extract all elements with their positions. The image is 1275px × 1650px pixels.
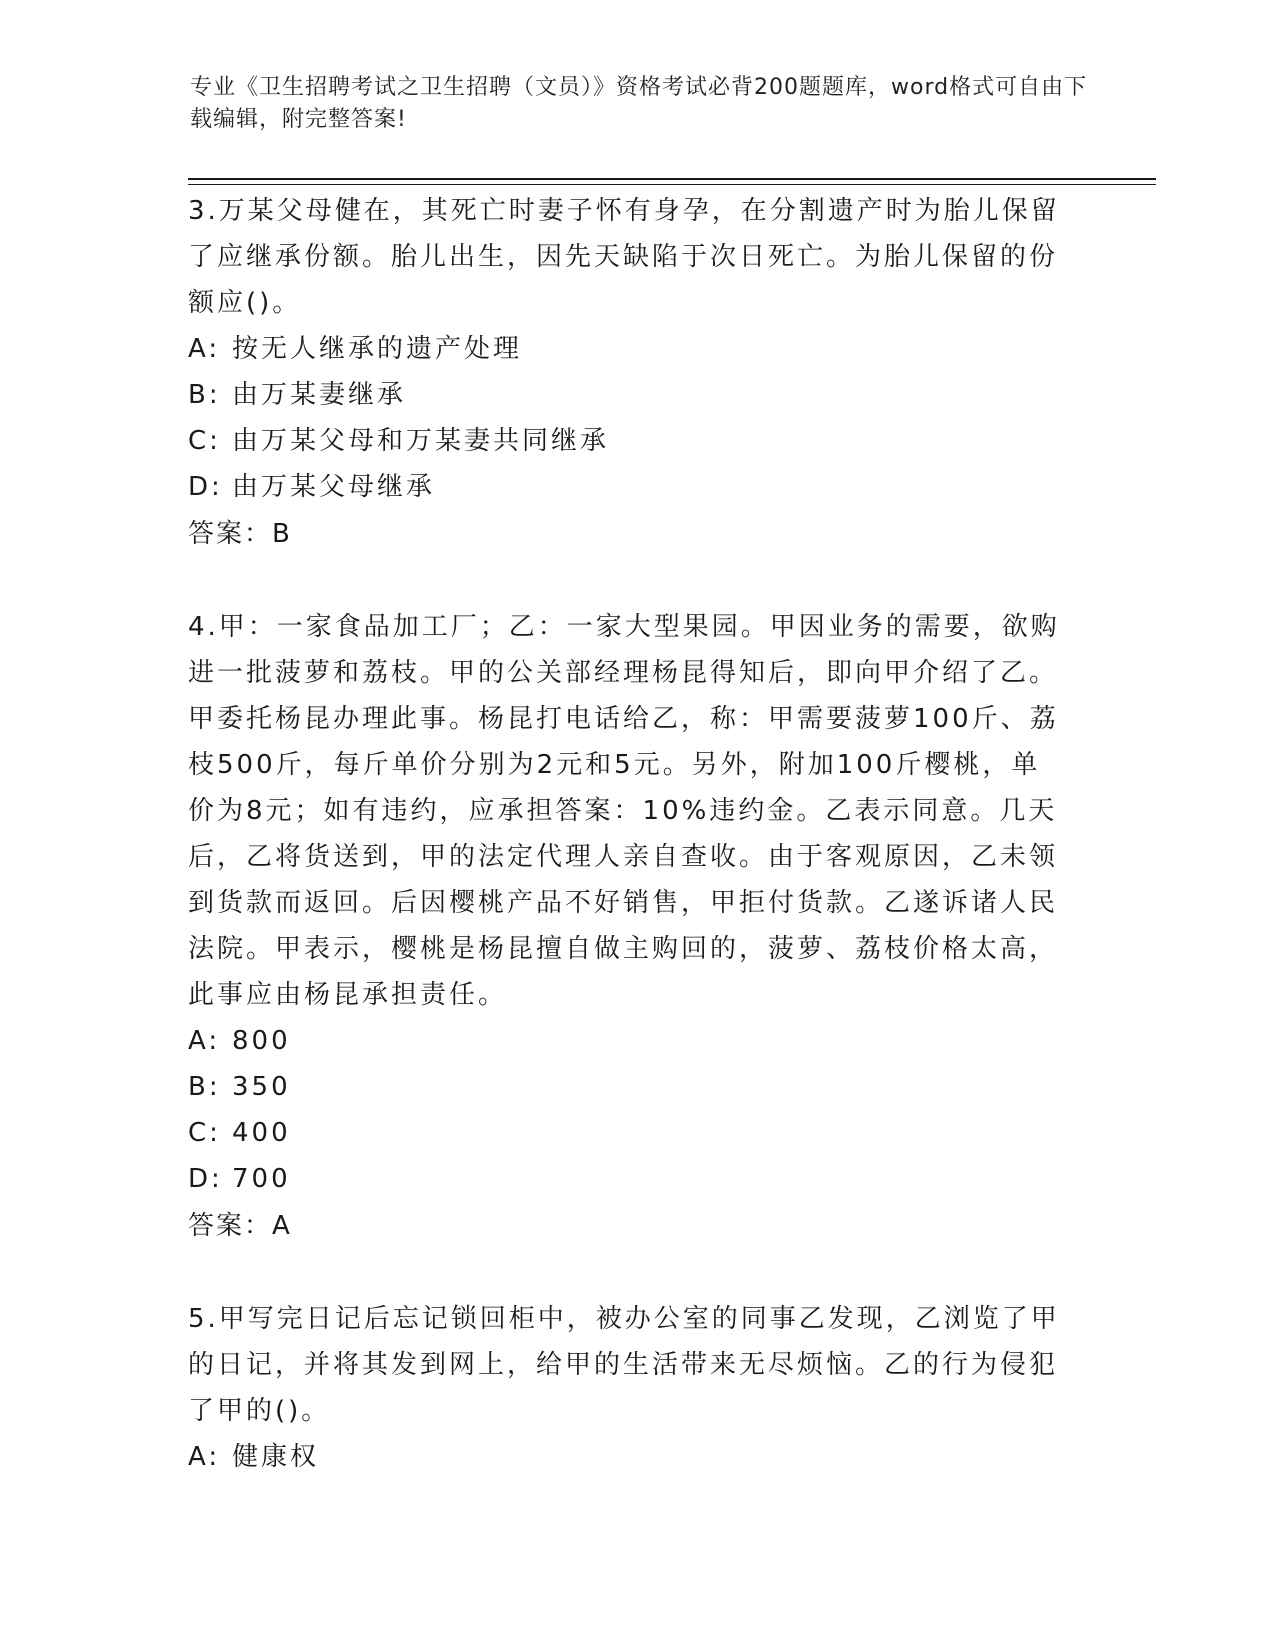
option-text: 350 [232,1072,291,1102]
question-stem: 5.甲写完日记后忘记锁回柜中，被办公室的同事乙发现，乙浏览了甲的日记，并将其发到网上，给甲的生活带来无尽烦恼。乙的行为侵犯了甲的()。 [188,1304,1060,1426]
option-text: 健康权 [232,1442,320,1472]
document-header: 专业《卫生招聘考试之卫生招聘（文员）》资格考试必背200题题库，word格式可自由下载编辑，附完整答案! [190,75,1088,132]
option-key: D: [188,1164,223,1194]
option-key: A: [188,1026,221,1056]
option-d [188,464,1068,510]
option-a [188,1018,1068,1064]
answer-line: 答案：A [188,1211,292,1241]
spacer [188,1250,1068,1296]
option-a [188,1434,1068,1480]
option-text: 400 [232,1118,291,1148]
option-key: B: [188,1072,221,1102]
option-b [188,1064,1068,1110]
option-text: 由万某父母和万某妻共同继承 [232,426,610,456]
option-key: C: [188,1118,221,1148]
option-key: A: [188,1442,221,1472]
option-a [188,326,1068,372]
option-key: B: [188,380,221,410]
option-text: 700 [232,1164,291,1194]
option-key: C: [188,426,221,456]
question-stem: 4.甲：一家食品加工厂；乙：一家大型果园。甲因业务的需要，欲购进一批菠萝和荔枝。甲的公关部经理杨昆得知后，即向甲介绍了乙。甲委托杨昆办理此事。杨昆打电话给乙，称：甲需要菠萝100斤、荔枝500斤，每斤单价分别为2元和5元。另外，附加100斤樱桃，单价为8元；如有违约，应承担答案：10%违约金。乙表示同意。几天后，乙将货送到，甲的法定代理人亲自查收。由于客观原因，乙未领到货款而返回。后因樱桃产品不好销售，甲拒付货款。乙遂诉诸人民法院。甲表示，樱桃是杨昆擅自做主购回的，菠萝、荔枝价格太高，此事应由杨昆承担责任。 [188,612,1060,1010]
question-4 [188,604,1068,1250]
question-list [188,188,1068,1480]
option-text: 800 [232,1026,291,1056]
header-divider-thin [188,184,1156,185]
header-divider [188,178,1156,180]
question-stem: 3.万某父母健在，其死亡时妻子怀有身孕，在分割遗产时为胎儿保留了应继承份额。胎儿出生，因先天缺陷于次日死亡。为胎儿保留的份额应()。 [188,196,1060,318]
option-c [188,418,1068,464]
option-text: 由万某妻继承 [232,380,407,410]
option-text: 按无人继承的遗产处理 [232,334,523,364]
option-key: D: [188,472,223,502]
option-b [188,372,1068,418]
option-text: 由万某父母继承 [232,472,436,502]
option-d [188,1156,1068,1202]
question-5 [188,1296,1068,1480]
question-3 [188,188,1068,558]
option-c [188,1110,1068,1156]
spacer [188,558,1068,604]
option-key: A: [188,334,221,364]
answer-line: 答案：B [188,519,292,549]
